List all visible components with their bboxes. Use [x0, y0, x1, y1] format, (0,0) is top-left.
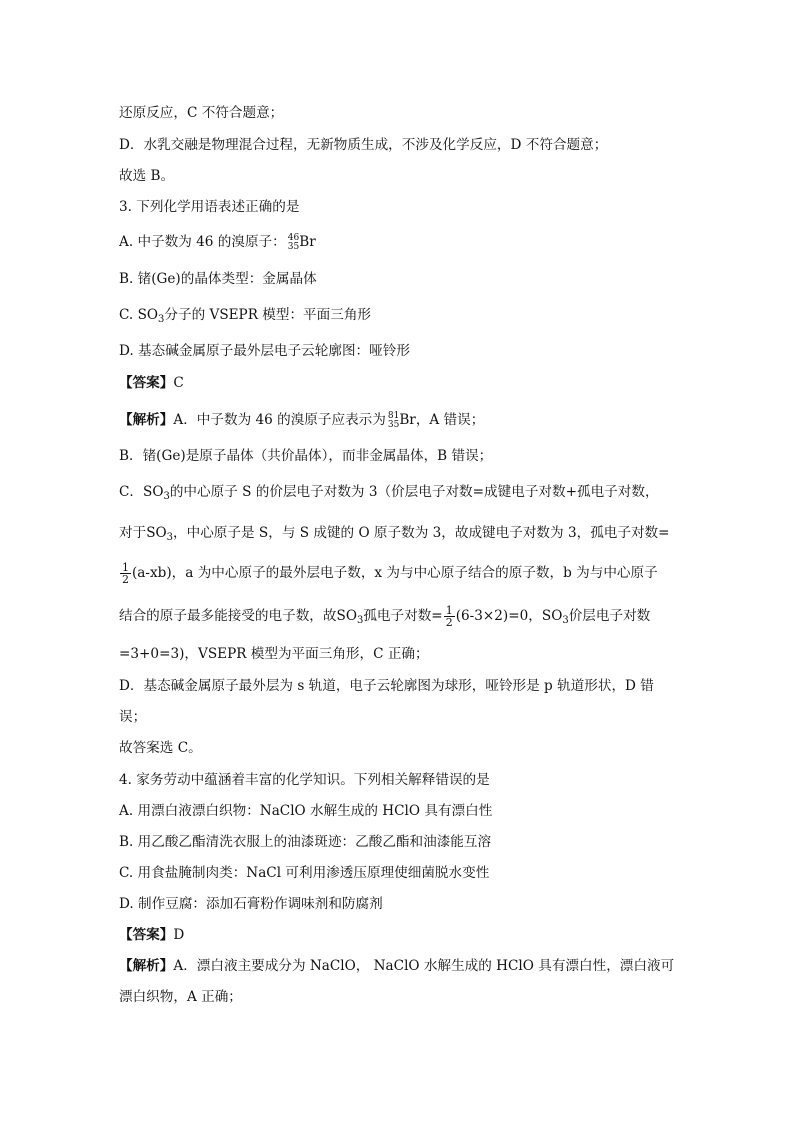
- numerator: 1: [445, 604, 453, 617]
- mass-number: 46: [287, 232, 300, 243]
- formula-subscript: 3: [166, 532, 174, 543]
- formula: SO: [336, 608, 357, 624]
- option-3c: [119, 306, 371, 329]
- analysis-3a: [119, 411, 484, 430]
- isotope-notation: [388, 412, 399, 430]
- option-3a: [119, 233, 316, 252]
- analysis-text: ，中心原子是 S，与 S 成键的 O 原子数为 3，故成键电子对数为 3，孤电子对数=: [173, 525, 670, 541]
- denominator: 2: [122, 573, 129, 586]
- option-text: C.: [119, 307, 138, 323]
- question-3: 3. 下列化学用语表述正确的是: [119, 199, 300, 215]
- analysis-text: 孤电子对数=: [363, 608, 443, 624]
- analysis-label: 【解析】: [119, 412, 174, 428]
- analysis-text: (a-xb)，a 为中心原子的最外层电子数，x 为与中心原子结合的原子数，b 为与中心原子: [132, 565, 658, 581]
- atomic-number: 35: [387, 419, 400, 430]
- analysis-4a-2: 漂白织物，A 正确；: [119, 989, 242, 1005]
- analysis-text: 对于: [119, 525, 147, 541]
- isotope-notation: [288, 234, 299, 252]
- answer-4: [119, 926, 184, 944]
- option-4c: C. 用食盐腌制肉类：NaCl 可利用渗透压原理使细菌脱水变性: [119, 865, 490, 881]
- option-text: 分子的 VSEPR 模型：平面三角形: [164, 307, 372, 323]
- formula: SO: [137, 307, 159, 323]
- formula-subscript: 3: [562, 615, 569, 626]
- option-3b: B. 锗(Ge)的晶体类型：金属晶体: [119, 271, 317, 287]
- text-line: 故选 B。: [119, 168, 175, 184]
- formula-subscript: 3: [158, 314, 165, 325]
- option-text: A. 中子数为 46 的溴原子：: [119, 234, 286, 250]
- answer-value: C: [173, 375, 184, 391]
- formula: SO: [146, 525, 167, 541]
- option-4a: A. 用漂白液漂白织物：NaClO 水解生成的 HClO 具有漂白性: [119, 803, 493, 819]
- analysis-4a-1: [119, 957, 674, 975]
- text-line: 还原反应，C 不符合题意；: [119, 105, 284, 121]
- question-4: 4. 家务劳动中蕴涵着丰富的化学知识。下列相关解释错误的是: [119, 772, 490, 788]
- analysis-text: (6-3×2)=0，: [455, 608, 542, 624]
- denominator: 2: [445, 616, 453, 629]
- fraction: [444, 605, 455, 628]
- answer-value: D: [173, 927, 185, 943]
- formula-subscript: 3: [163, 491, 170, 502]
- answer-3: [119, 374, 184, 392]
- analysis-text: C．: [119, 484, 143, 500]
- formula: SO: [541, 608, 563, 624]
- analysis-3b: B．锗(Ge)是原子晶体（共价晶体），而非金属晶体，B 错误；: [119, 448, 493, 464]
- element-symbol: Br: [399, 412, 416, 428]
- analysis-3c-4: [119, 605, 650, 630]
- answer-label: 【答案】: [119, 927, 174, 943]
- text-line: D．水乳交融是物理混合过程，无新物质生成，不涉及化学反应，D 不符合题意；: [119, 137, 608, 153]
- analysis-3c-2: [119, 524, 670, 547]
- analysis-3d-2: 误；: [119, 709, 147, 725]
- analysis-3c-3: [119, 562, 658, 585]
- atomic-number: 35: [287, 241, 300, 252]
- fraction: [120, 562, 131, 585]
- formula: SO: [143, 484, 164, 500]
- analysis-3-end: 故答案选 C。: [119, 740, 202, 756]
- analysis-3c-5: =3+0=3)，VSEPR 模型为平面三角形，C 正确；: [119, 646, 429, 662]
- option-3d: D. 基态碱金属原子最外层电子云轮廓图：哑铃形: [119, 343, 410, 359]
- analysis-text: 价层电子对数: [568, 608, 651, 624]
- analysis-3c-1: [119, 483, 659, 506]
- analysis-text: A．漂白液主要成分为 NaClO， NaClO 水解生成的 HClO 具有漂白性，漂白液可: [173, 958, 675, 974]
- option-4b: B. 用乙酸乙酯清洗衣服上的油漆斑迹：乙酸乙酯和油漆能互溶: [119, 834, 492, 850]
- analysis-3d-1: D．基态碱金属原子最外层为 s 轨道，电子云轮廓图为球形，哑铃形是 p 轨道形状，D 错: [119, 678, 654, 694]
- mass-number: 81: [387, 410, 400, 421]
- analysis-text: A．中子数为 46 的溴原子应表示为: [173, 412, 386, 428]
- option-4d: D. 制作豆腐：添加石膏粉作调味剂和防腐剂: [119, 896, 383, 912]
- analysis-text: 结合的原子最多能接受的电子数，故: [119, 608, 337, 624]
- analysis-text: ，A 错误；: [415, 412, 485, 428]
- numerator: 1: [122, 561, 129, 574]
- analysis-text: 的中心原子 S 的价层电子对数为 3（价层电子对数=成键电子对数+孤电子对数，: [169, 484, 659, 500]
- element-symbol: Br: [299, 234, 316, 250]
- formula-subscript: 3: [356, 615, 364, 626]
- analysis-label: 【解析】: [119, 958, 174, 974]
- answer-label: 【答案】: [119, 375, 174, 391]
